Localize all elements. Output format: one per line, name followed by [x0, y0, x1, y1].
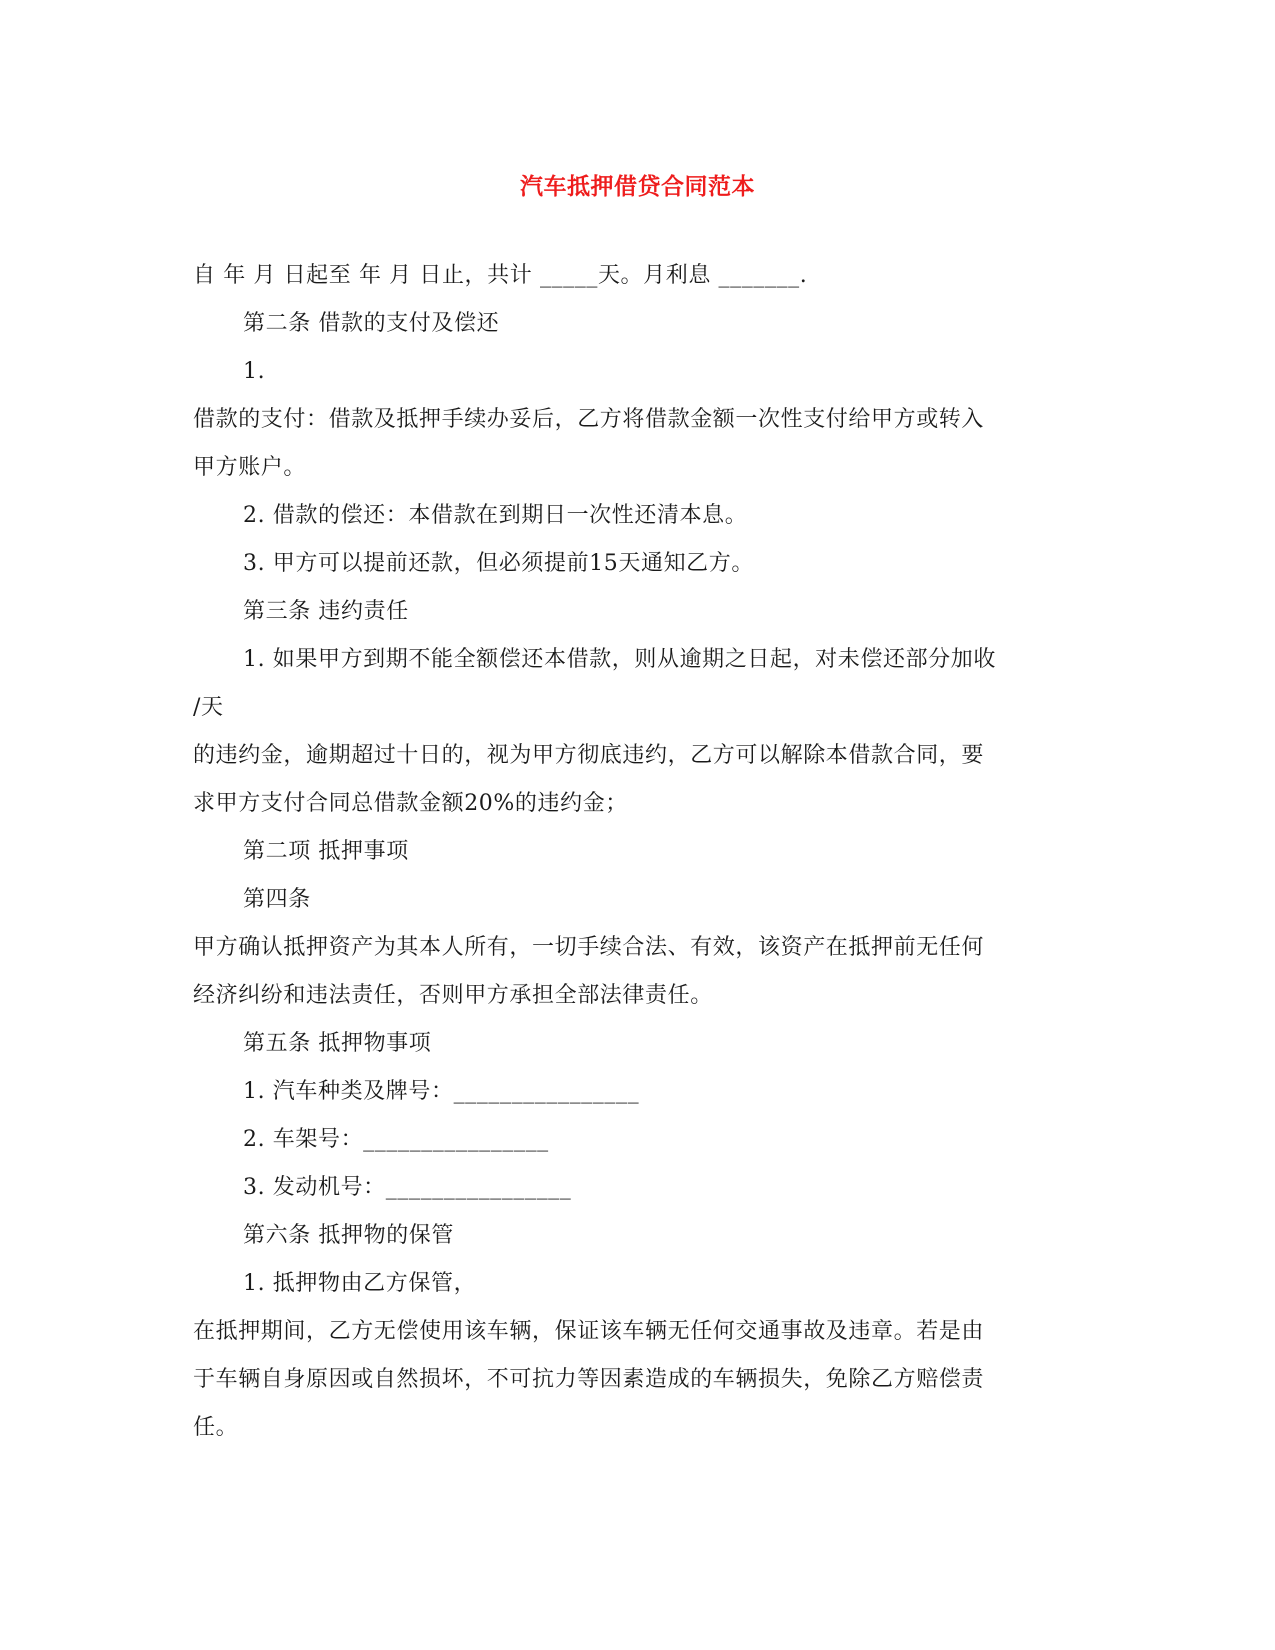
paragraph-line: 3. 发动机号：________________: [243, 1175, 572, 1200]
paragraph-line: 2. 车架号：________________: [243, 1127, 549, 1152]
paragraph-line: 求甲方支付合同总借款金额20%的违约金；: [193, 791, 628, 816]
paragraph-line: 第五条 抵押物事项: [243, 1031, 432, 1056]
paragraph-line: 的违约金，逾期超过十日的，视为甲方彻底违约，乙方可以解除本借款合同，要: [193, 743, 985, 768]
paragraph-line: 借款的支付：借款及抵押手续办妥后，乙方将借款金额一次性支付给甲方或转入: [193, 407, 985, 432]
paragraph-line: 1. 如果甲方到期不能全额偿还本借款，则从逾期之日起，对未偿还部分加收: [243, 647, 996, 672]
paragraph-line: 第三条 违约责任: [243, 599, 409, 624]
paragraph-line: 自 年 月 日起至 年 月 日止，共计 _____天。月利息 _______.: [193, 263, 808, 288]
paragraph-line: 经济纠纷和违法责任，否则甲方承担全部法律责任。: [193, 983, 713, 1008]
paragraph-line: 第四条: [243, 887, 311, 912]
paragraph-line: 第二条 借款的支付及偿还: [243, 311, 500, 336]
paragraph-line: 1. 汽车种类及牌号：________________: [243, 1079, 640, 1104]
paragraph-line: 第六条 抵押物的保管: [243, 1223, 454, 1248]
paragraph-line: 3. 甲方可以提前还款，但必须提前15天通知乙方。: [243, 551, 754, 576]
paragraph-line: /天: [193, 695, 224, 720]
document-title: 汽车抵押借贷合同范本: [520, 173, 755, 200]
document-body: [193, 252, 1073, 1452]
paragraph-line: 甲方账户。: [193, 455, 307, 480]
paragraph-line: 2. 借款的偿还：本借款在到期日一次性还清本息。: [243, 503, 748, 528]
paragraph-line: 任。: [193, 1415, 239, 1440]
paragraph-line: 第二项 抵押事项: [243, 839, 409, 864]
paragraph-line: 于车辆自身原因或自然损坏，不可抗力等因素造成的车辆损失，免除乙方赔偿责: [193, 1367, 985, 1392]
paragraph-line: 甲方确认抵押资产为其本人所有，一切手续合法、有效，该资产在抵押前无任何: [193, 935, 985, 960]
paragraph-line: 在抵押期间，乙方无偿使用该车辆，保证该车辆无任何交通事故及违章。若是由: [193, 1319, 985, 1344]
paragraph-line: 1.: [243, 359, 266, 384]
paragraph-line: 1. 抵押物由乙方保管，: [243, 1271, 477, 1296]
